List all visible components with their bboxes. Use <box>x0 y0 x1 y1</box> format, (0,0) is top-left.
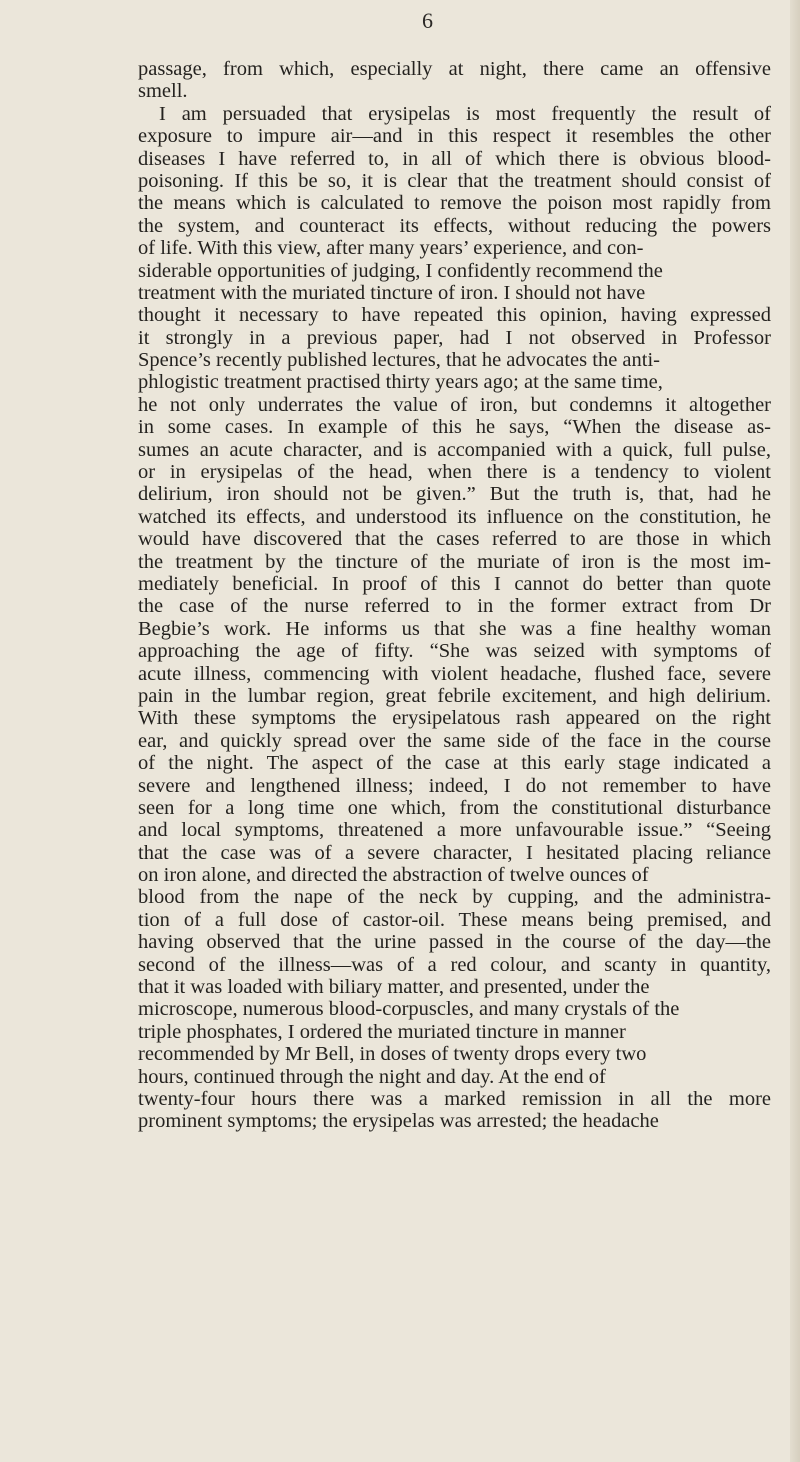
text-line <box>0 954 800 976</box>
text-line-content: second of the illness—was of a red colour, and scanty in quantity, <box>138 953 771 976</box>
text-line-content: the treatment by the tincture of the muriate of iron is the most im- <box>138 550 771 573</box>
text-line <box>0 998 800 1020</box>
text-line <box>0 797 800 819</box>
text-line <box>0 260 800 282</box>
text-line-content: severe and lengthened illness; indeed, I do not remember to have <box>138 774 771 797</box>
text-line <box>0 215 800 237</box>
text-line-content: thought it necessary to have repeated this opinion, having expressed <box>138 304 771 327</box>
text-line <box>0 1043 800 1065</box>
text-line-content: and local symptoms, threatened a more unfavourable issue.” “Seeing <box>138 819 771 842</box>
text-line <box>0 327 800 349</box>
text-line <box>0 819 800 841</box>
body-text <box>0 58 800 1133</box>
text-line-content: microscope, numerous blood-corpuscles, and many crystals of the <box>138 998 680 1021</box>
text-line <box>0 909 800 931</box>
text-line-content: the means which is calculated to remove the poison most rapidly from <box>138 192 771 215</box>
text-line-content: in some cases. In example of this he says, “When the disease as- <box>138 416 771 439</box>
text-line <box>0 618 800 640</box>
text-line-content: ear, and quickly spread over the same side of the face in the course <box>138 729 771 752</box>
text-line-content: delirium, iron should not be given.” But the truth is, that, had he <box>138 483 771 506</box>
text-line <box>0 148 800 170</box>
text-line-content: triple phosphates, I ordered the muriated tincture in manner <box>138 1020 626 1043</box>
text-line-content: I am persuaded that erysipelas is most frequently the result of <box>159 102 771 125</box>
text-line-content: tion of a full dose of castor-oil. These means being premised, and <box>138 908 771 931</box>
text-line-content: that the case was of a severe character, I hesitated placing reliance <box>138 841 771 864</box>
text-line <box>0 439 800 461</box>
text-line <box>0 506 800 528</box>
text-line <box>0 864 800 886</box>
text-line-content: having observed that the urine passed in the course of the day—the <box>138 931 771 954</box>
text-line-content: prominent symptoms; the erysipelas was arrested; the headache <box>138 1110 659 1133</box>
text-line <box>0 461 800 483</box>
text-line <box>0 1110 800 1132</box>
text-line <box>0 371 800 393</box>
text-line <box>0 551 800 573</box>
text-line-content: on iron alone, and directed the abstraction of twelve ounces of <box>138 864 649 887</box>
text-line <box>0 663 800 685</box>
text-line-content: diseases I have referred to, in all of which there is obvious blood- <box>138 147 771 170</box>
text-line-content: phlogistic treatment practised thirty years ago; at the same time, <box>138 371 663 394</box>
text-line <box>0 775 800 797</box>
text-line-content: passage, from which, especially at night, there came an offensive <box>138 58 771 80</box>
text-line <box>0 595 800 617</box>
text-line-content: acute illness, commencing with violent headache, flushed face, severe <box>138 662 771 685</box>
text-line-content: pain in the lumbar region, great febrile excitement, and high delirium. <box>138 684 771 707</box>
text-line <box>0 976 800 998</box>
text-line-content: he not only underrates the value of iron, but condemns it altogether <box>138 393 771 416</box>
text-line-content: approaching the age of fifty. “She was seized with symptoms of <box>138 640 771 663</box>
text-line-content: smell. <box>138 80 188 103</box>
text-line-content: that it was loaded with biliary matter, and presented, under the <box>138 976 650 999</box>
text-line <box>0 349 800 371</box>
text-line-content: exposure to impure air—and in this respect it resembles the other <box>138 125 771 148</box>
text-line-content: twenty-four hours there was a marked remission in all the more <box>138 1087 771 1110</box>
text-line <box>0 707 800 729</box>
text-line <box>0 685 800 707</box>
text-line <box>0 528 800 550</box>
text-line-content: mediately beneficial. In proof of this I cannot do better than quote <box>138 572 771 595</box>
text-line-content: it strongly in a previous paper, had I not observed in Professor <box>138 326 771 349</box>
text-line-content: sumes an acute character, and is accompanied with a quick, full pulse, <box>138 438 771 461</box>
text-line <box>0 58 800 80</box>
text-line <box>0 1088 800 1110</box>
text-line-content: treatment with the muriated tincture of iron. I should not have <box>138 281 646 304</box>
text-line <box>0 730 800 752</box>
text-line-content: siderable opportunities of judging, I confidently recommend the <box>138 259 663 282</box>
text-line <box>0 1066 800 1088</box>
text-line <box>0 304 800 326</box>
text-line-content: or in erysipelas of the head, when there is a tendency to violent <box>138 461 771 484</box>
text-line-content: watched its effects, and understood its influence on the constitution, he <box>138 505 771 528</box>
text-line-content: would have discovered that the cases referred to are those in which <box>138 528 771 551</box>
text-line-content: the system, and counteract its effects, without reducing the powers <box>138 214 771 237</box>
text-line <box>0 1021 800 1043</box>
text-line-content: poisoning. If this be so, it is clear that the treatment should consist of <box>138 169 771 192</box>
text-line-content: With these symptoms the erysipelatous rash appeared on the right <box>138 707 771 730</box>
text-line <box>0 192 800 214</box>
text-line <box>0 237 800 259</box>
text-line-content: blood from the nape of the neck by cupping, and the administra- <box>138 886 771 909</box>
text-line <box>0 842 800 864</box>
page-number: 6 <box>422 8 433 33</box>
text-line <box>0 125 800 147</box>
text-line <box>0 640 800 662</box>
text-line <box>0 416 800 438</box>
page-edge <box>790 0 800 1462</box>
text-line-content: the case of the nurse referred to in the former extract from Dr <box>138 595 771 618</box>
text-line <box>0 394 800 416</box>
text-line <box>0 170 800 192</box>
text-line-content: of the night. The aspect of the case at this early stage indicated a <box>138 752 771 775</box>
text-line-content: of life. With this view, after many years’ experience, and con- <box>138 237 644 260</box>
text-line <box>0 103 800 125</box>
text-line <box>0 483 800 505</box>
text-line <box>0 752 800 774</box>
text-line-content: Begbie’s work. He informs us that she was a fine healthy woman <box>138 617 771 640</box>
text-line-content: Spence’s recently published lectures, that he advocates the anti- <box>138 349 660 372</box>
text-line <box>0 573 800 595</box>
text-line <box>0 282 800 304</box>
text-line <box>0 80 800 102</box>
text-line-content: seen for a long time one which, from the constitutional disturbance <box>138 796 771 819</box>
text-line <box>0 931 800 953</box>
text-line-content: recommended by Mr Bell, in doses of twenty drops every two <box>138 1043 647 1066</box>
text-line-content: hours, continued through the night and day. At the end of <box>138 1065 606 1088</box>
text-line <box>0 886 800 908</box>
